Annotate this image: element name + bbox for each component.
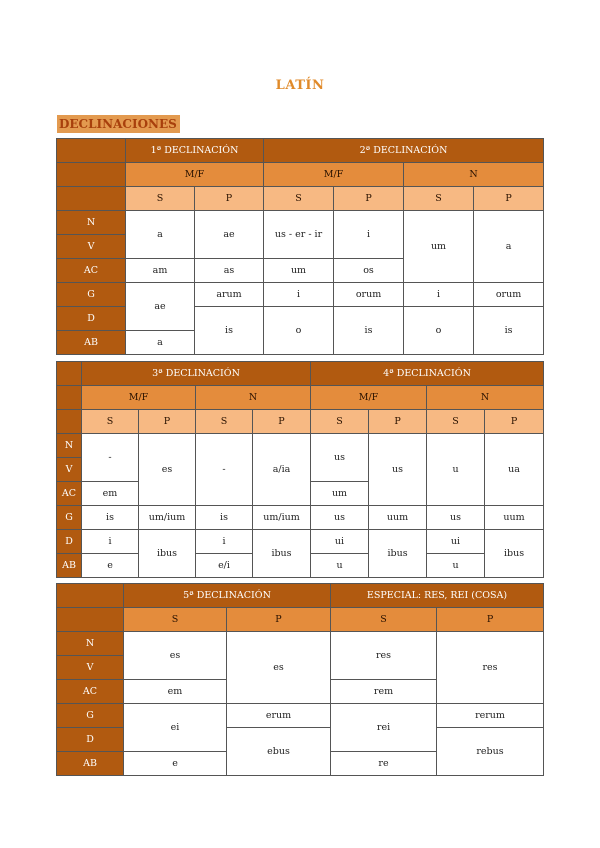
ending-cell: i: [334, 211, 404, 259]
ending-cell: us: [311, 506, 369, 530]
ending-cell: em: [82, 482, 139, 506]
header-special-res: ESPECIAL: RES, REI (COSA): [331, 584, 544, 608]
number-header: P: [485, 410, 544, 434]
ending-cell: es: [124, 632, 227, 680]
number-header: S: [264, 187, 334, 211]
ending-cell: u: [427, 434, 485, 506]
header-decl-2: 2ª DECLINACIÓN: [264, 139, 544, 163]
number-header: S: [196, 410, 253, 434]
number-header: P: [334, 187, 404, 211]
ending-cell: a: [474, 211, 544, 283]
number-header: P: [253, 410, 311, 434]
ending-cell: um: [311, 482, 369, 506]
number-header: S: [331, 608, 437, 632]
ending-cell: rerum: [437, 704, 544, 728]
case-label: AB: [57, 331, 126, 355]
number-header: S: [427, 410, 485, 434]
ending-cell: rebus: [437, 728, 544, 776]
ending-cell: arum: [195, 283, 264, 307]
ending-cell: os: [334, 259, 404, 283]
ending-cell: is: [196, 506, 253, 530]
ending-cell: ae: [126, 283, 195, 331]
ending-cell: rei: [331, 704, 437, 752]
number-header: P: [437, 608, 544, 632]
ending-cell: us - er - ir: [264, 211, 334, 259]
header-decl-4: 4ª DECLINACIÓN: [311, 362, 544, 386]
ending-cell: ui: [427, 530, 485, 554]
corner-cell: [57, 608, 124, 632]
case-label: D: [57, 728, 124, 752]
declension-table-5-res: [56, 583, 544, 776]
case-label: V: [57, 458, 82, 482]
ending-cell: e: [124, 752, 227, 776]
ending-cell: i: [82, 530, 139, 554]
ending-cell: i: [196, 530, 253, 554]
ending-cell: rem: [331, 680, 437, 704]
number-header: S: [311, 410, 369, 434]
corner-cell: [57, 386, 82, 410]
ending-cell: es: [227, 632, 331, 704]
corner-cell: [57, 584, 124, 608]
ending-cell: ei: [124, 704, 227, 752]
ending-cell: e: [82, 554, 139, 578]
gender-header: N: [404, 163, 544, 187]
ending-cell: o: [404, 307, 474, 355]
ending-cell: um: [404, 211, 474, 283]
ending-cell: am: [126, 259, 195, 283]
ending-cell: is: [474, 307, 544, 355]
section-heading: DECLINACIONES: [57, 115, 180, 133]
ending-cell: uum: [369, 506, 427, 530]
ending-cell: us: [311, 434, 369, 482]
ending-cell: es: [139, 434, 196, 506]
case-label: G: [57, 506, 82, 530]
header-decl-1: 1ª DECLINACIÓN: [126, 139, 264, 163]
ending-cell: us: [427, 506, 485, 530]
number-header: P: [474, 187, 544, 211]
ending-cell: orum: [474, 283, 544, 307]
ending-cell: erum: [227, 704, 331, 728]
ending-cell: re: [331, 752, 437, 776]
case-label: AC: [57, 482, 82, 506]
ending-cell: as: [195, 259, 264, 283]
case-label: AB: [57, 554, 82, 578]
case-label: N: [57, 211, 126, 235]
declension-table-1-2: [56, 138, 544, 355]
gender-header: N: [427, 386, 544, 410]
header-decl-3: 3ª DECLINACIÓN: [82, 362, 311, 386]
ending-cell: ebus: [227, 728, 331, 776]
ending-cell: res: [437, 632, 544, 704]
ending-cell: um/ium: [139, 506, 196, 530]
case-label: V: [57, 235, 126, 259]
ending-cell: em: [124, 680, 227, 704]
gender-header: N: [196, 386, 311, 410]
ending-cell: um/ium: [253, 506, 311, 530]
ending-cell: is: [195, 307, 264, 355]
header-decl-5: 5ª DECLINACIÓN: [124, 584, 331, 608]
number-header: S: [404, 187, 474, 211]
case-label: V: [57, 656, 124, 680]
corner-cell: [57, 410, 82, 434]
gender-header: M/F: [126, 163, 264, 187]
corner-cell: [57, 163, 126, 187]
ending-cell: ua: [485, 434, 544, 506]
ending-cell: -: [196, 434, 253, 506]
number-header: P: [139, 410, 196, 434]
ending-cell: -: [82, 434, 139, 482]
ending-cell: is: [82, 506, 139, 530]
case-label: N: [57, 434, 82, 458]
number-header: S: [126, 187, 195, 211]
ending-cell: ae: [195, 211, 264, 259]
ending-cell: orum: [334, 283, 404, 307]
ending-cell: ibus: [253, 530, 311, 578]
ending-cell: ibus: [369, 530, 427, 578]
ending-cell: us: [369, 434, 427, 506]
number-header: P: [195, 187, 264, 211]
corner-cell: [57, 139, 126, 163]
ending-cell: i: [404, 283, 474, 307]
case-label: AC: [57, 680, 124, 704]
number-header: S: [124, 608, 227, 632]
corner-cell: [57, 187, 126, 211]
ending-cell: ui: [311, 530, 369, 554]
gender-header: M/F: [82, 386, 196, 410]
ending-cell: a: [126, 331, 195, 355]
ending-cell: a/ia: [253, 434, 311, 506]
ending-cell: a: [126, 211, 195, 259]
case-label: D: [57, 307, 126, 331]
ending-cell: uum: [485, 506, 544, 530]
declension-table-3-4: [56, 361, 544, 578]
ending-cell: is: [334, 307, 404, 355]
number-header: S: [82, 410, 139, 434]
ending-cell: o: [264, 307, 334, 355]
gender-header: M/F: [311, 386, 427, 410]
ending-cell: ibus: [139, 530, 196, 578]
ending-cell: u: [427, 554, 485, 578]
page-title: LATÍN: [275, 78, 325, 93]
case-label: D: [57, 530, 82, 554]
gender-header: M/F: [264, 163, 404, 187]
ending-cell: ibus: [485, 530, 544, 578]
case-label: G: [57, 704, 124, 728]
ending-cell: u: [311, 554, 369, 578]
ending-cell: i: [264, 283, 334, 307]
case-label: G: [57, 283, 126, 307]
ending-cell: um: [264, 259, 334, 283]
number-header: P: [227, 608, 331, 632]
corner-cell: [57, 362, 82, 386]
case-label: AC: [57, 259, 126, 283]
ending-cell: e/i: [196, 554, 253, 578]
number-header: P: [369, 410, 427, 434]
case-label: AB: [57, 752, 124, 776]
case-label: N: [57, 632, 124, 656]
ending-cell: res: [331, 632, 437, 680]
